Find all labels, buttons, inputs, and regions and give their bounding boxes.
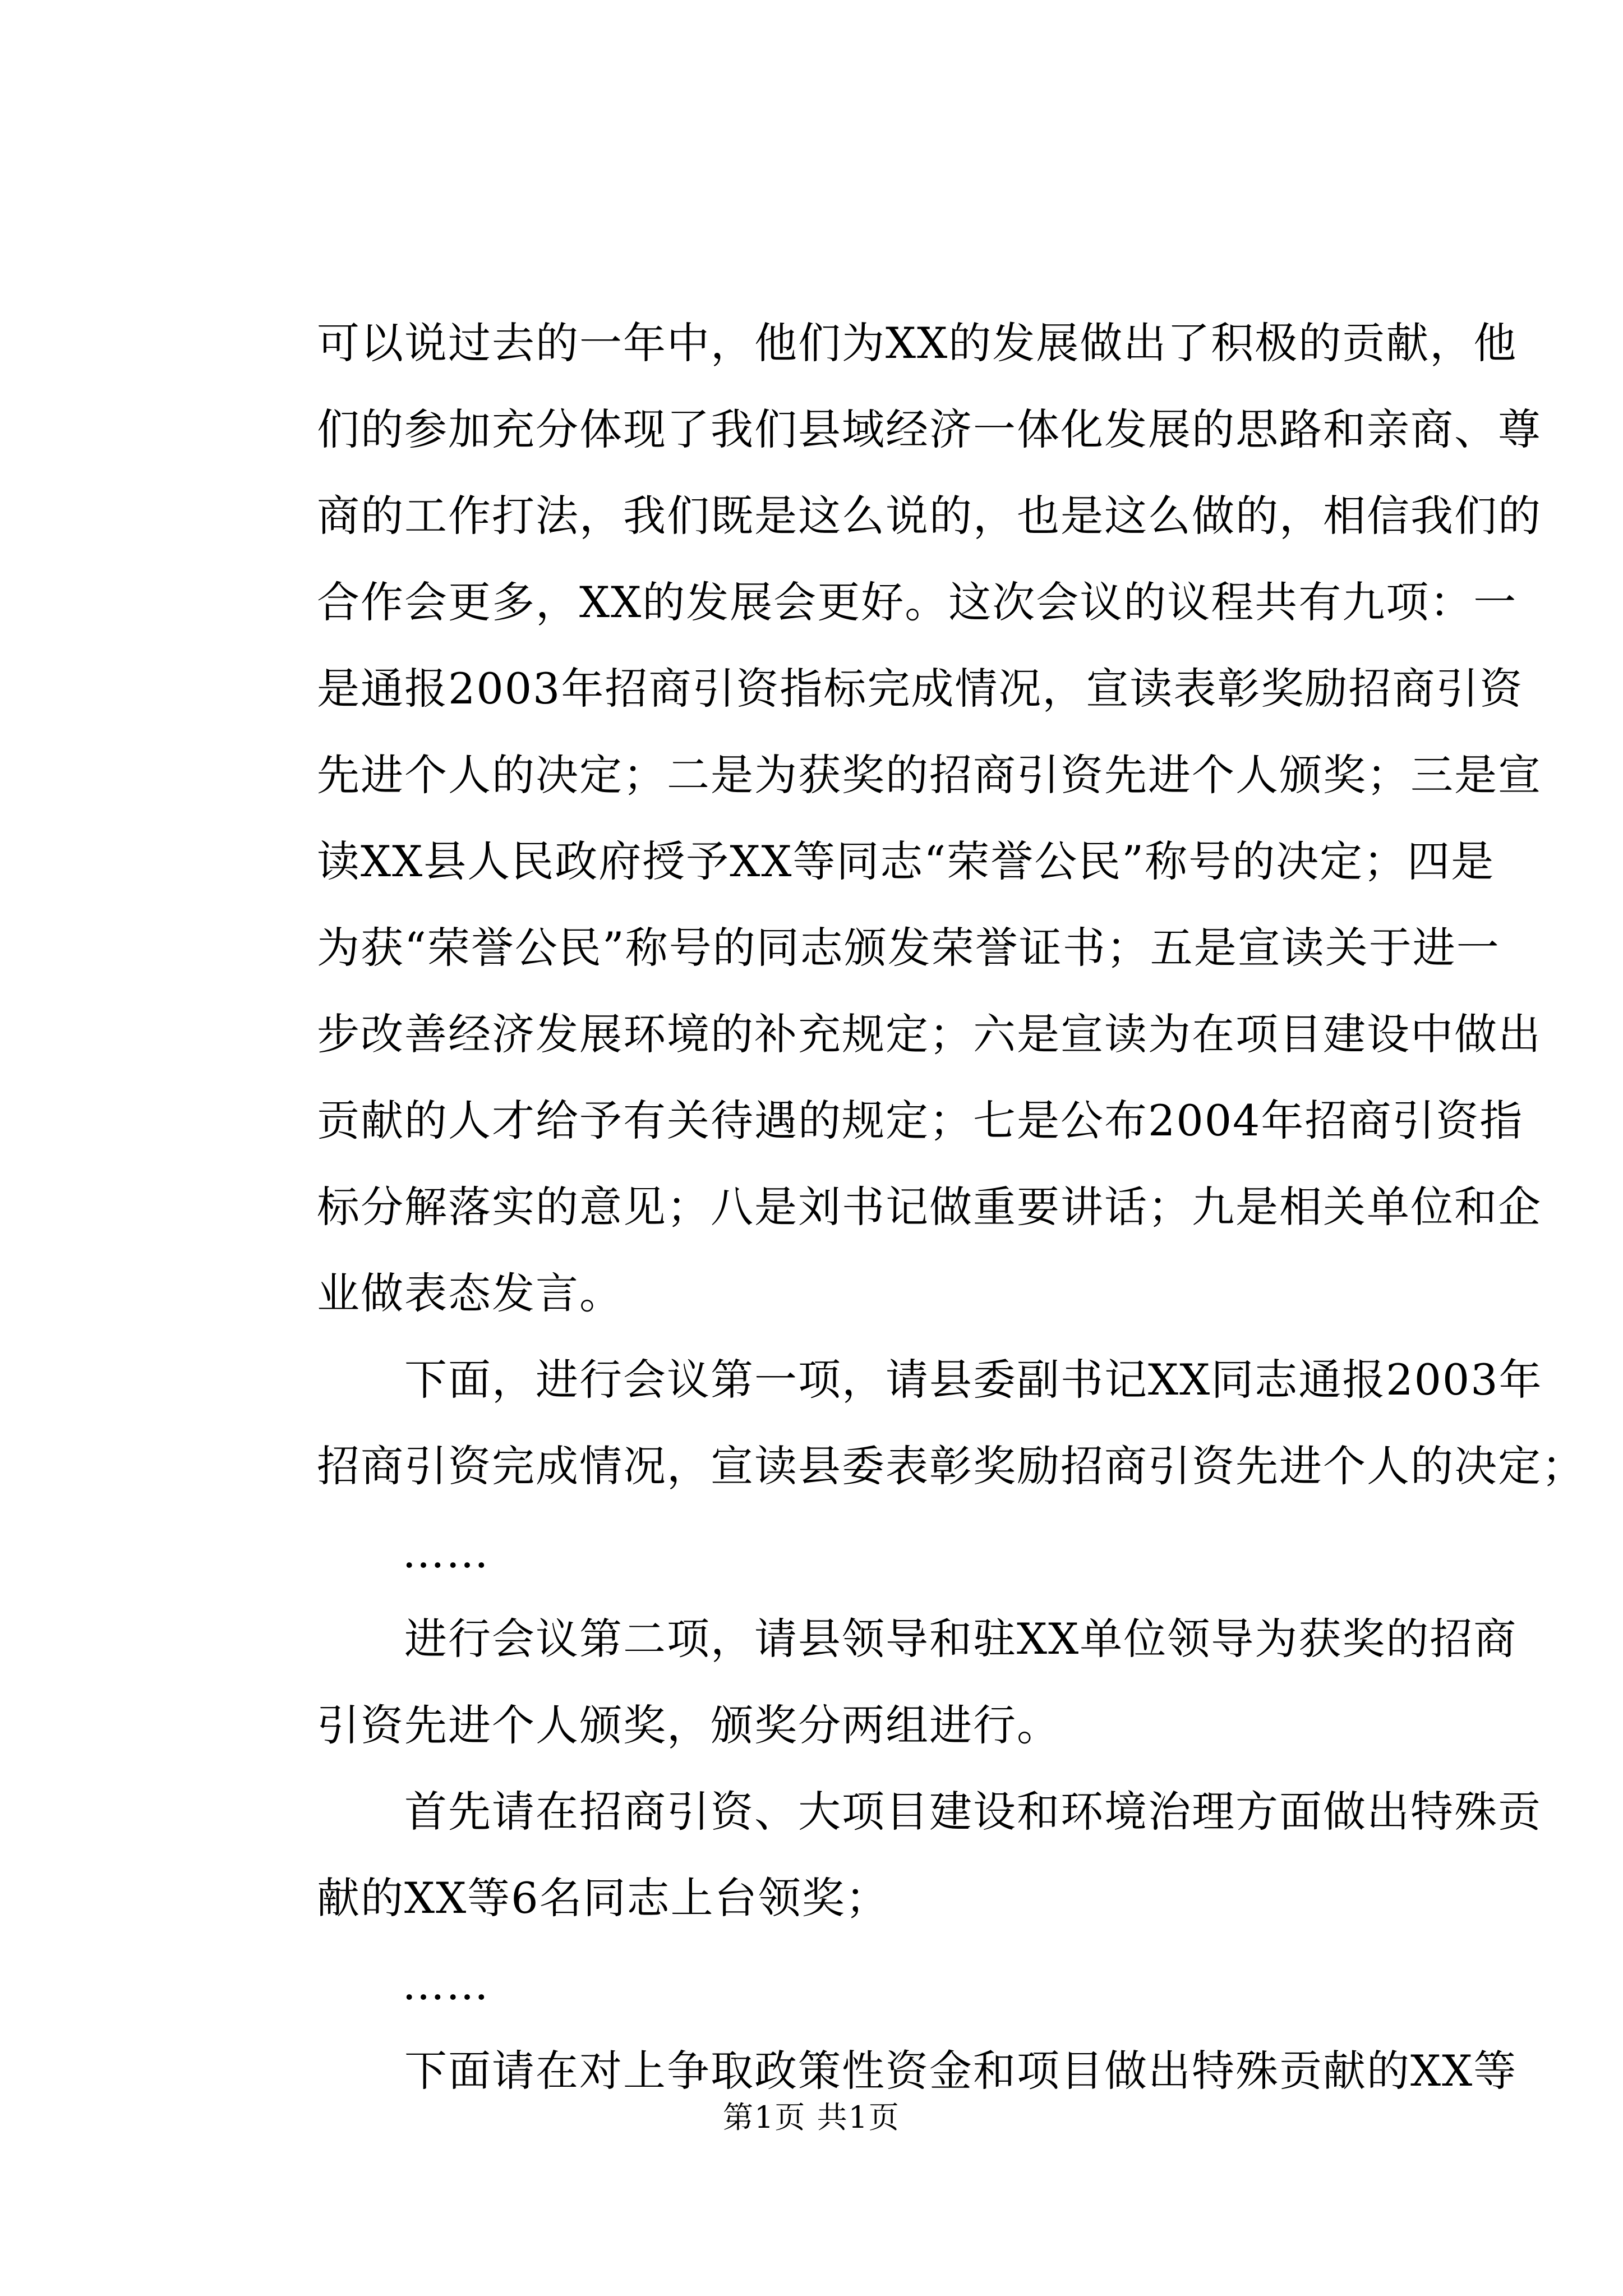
text-line: 引资先进个人颁奖，颁奖分两组进行。 <box>317 1700 1061 1750</box>
text-line: 标分解落实的意见；八是刘书记做重要讲话；九是相关单位和企 <box>317 1182 1542 1232</box>
page-footer <box>0 2098 1623 2137</box>
text-line: 为获“荣誉公民”称号的同志颁发荣誉证书；五是宣读关于进一 <box>317 923 1500 973</box>
text-line: 贡献的人才给予有关待遇的规定；七是公布2004年招商引资指 <box>317 1096 1524 1145</box>
page-number-label: 第1页 共1页 <box>723 2100 900 2135</box>
text-line: 是通报2003年招商引资指标完成情况，宣读表彰奖励招商引资 <box>317 664 1524 714</box>
ellipsis-line: …… <box>402 1959 490 2009</box>
text-line: 首先请在招商引资、大项目建设和环境治理方面做出特殊贡 <box>317 1787 1542 1837</box>
text-line: 进行会议第二项，请县领导和驻XX单位领导为获奖的招商 <box>317 1614 1518 1664</box>
ellipsis-line: …… <box>402 1527 490 1577</box>
text-line: 合作会更多，XX的发展会更好。这次会议的议程共有九项：一 <box>317 577 1518 627</box>
text-line: 业做表态发言。 <box>317 1268 623 1318</box>
text-line: 步改善经济发展环境的补充规定；六是宣读为在项目建设中做出 <box>317 1009 1542 1059</box>
text-line: 们的参加充分体现了我们县域经济一体化发展的思路和亲商、尊 <box>317 404 1542 454</box>
text-line: 可以说过去的一年中，他们为XX的发展做出了积极的贡献，他 <box>317 318 1518 368</box>
text-line: 招商引资完成情况，宣读县委表彰奖励招商引资先进个人的决定； <box>317 1441 1585 1491</box>
text-line: 先进个人的决定；二是为获奖的招商引资先进个人颁奖；三是宣 <box>317 750 1542 800</box>
text-line: 商的工作打法，我们既是这么说的，也是这么做的，相信我们的 <box>317 491 1542 541</box>
text-line: 下面，进行会议第一项，请县委副书记XX同志通报2003年 <box>317 1355 1543 1405</box>
document-body <box>317 300 1585 2114</box>
text-line: 献的XX等6名同志上台领奖； <box>317 1873 889 1923</box>
text-line: 读XX县人民政府授予XX等同志“荣誉公民”称号的决定；四是 <box>317 836 1495 886</box>
text-line: 下面请在对上争取政策性资金和项目做出特殊贡献的XX等 <box>317 2046 1518 2096</box>
